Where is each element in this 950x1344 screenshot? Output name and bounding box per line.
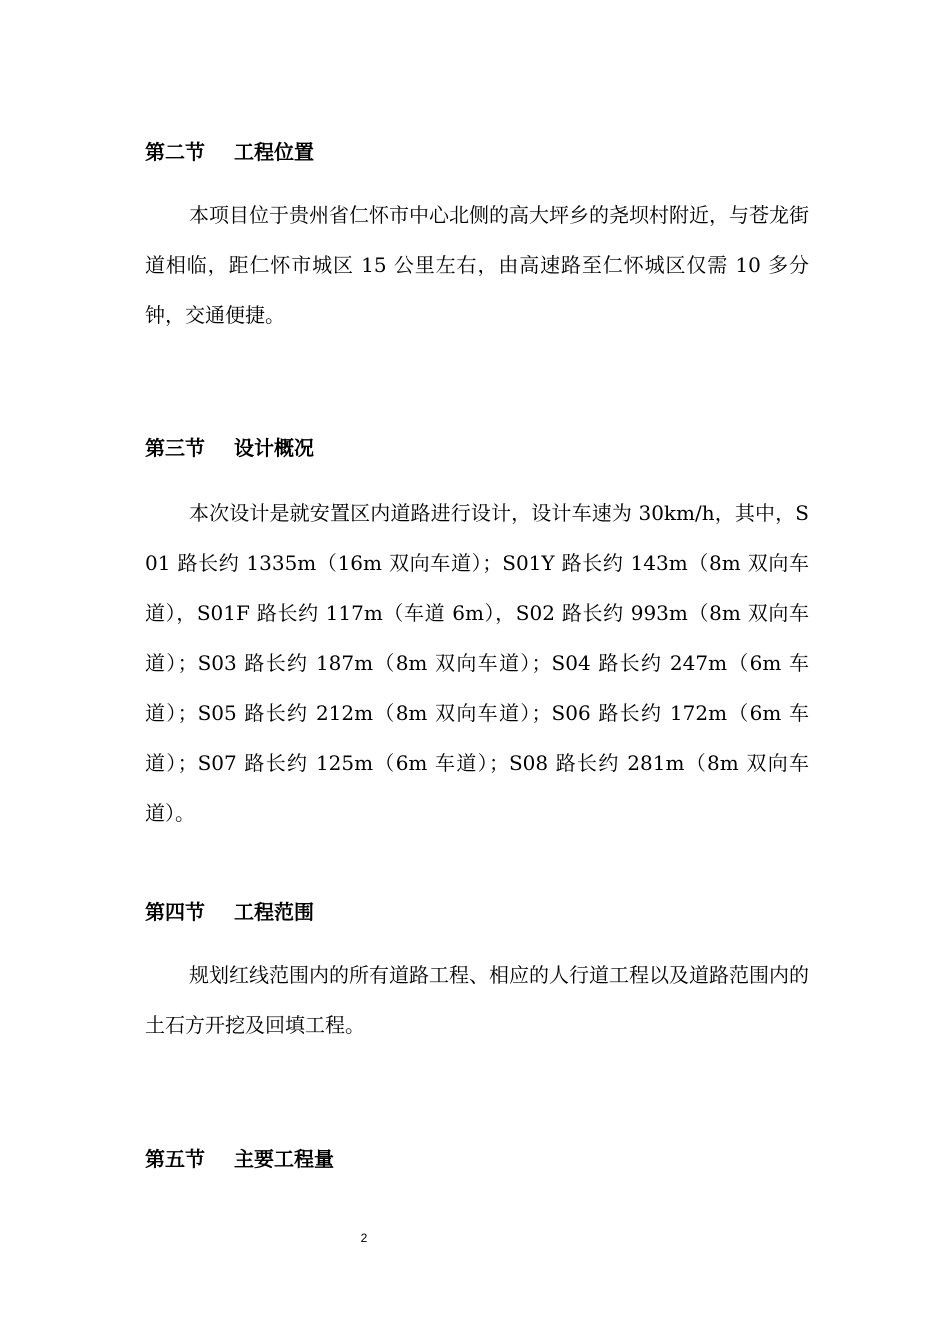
section-title: 工程位置 <box>234 140 314 164</box>
section-paragraph-design-overview: 本次设计是就安置区内道路进行设计，设计车速为 30km/h，其中，S01 路长约 1335m（16m 双向车道）；S01Y 路长约 143m（8m 双向车道），S01F 路长约 117m（车道 6m），S02 路长约 993m（8m 双向车道）；S03 路长约 187m（8m 双向车道）；S04 路长约 247m（6m 车道）；S05 路长约 212m（8m 双向车道）；S06 路长约 172m（6m 车道）；S07 路长约 125m（6m 车道）；S08 路长约 281m（8m 双向车道）。 <box>145 501 809 825</box>
section-paragraph-scope: 规划红线范围内的所有道路工程、相应的人行道工程以及道路范围内的土石方开挖及回填工程。 <box>145 963 809 1037</box>
section-paragraph-location: 本项目位于贵州省仁怀市中心北侧的高大坪乡的尧坝村附近，与苍龙街道相临，距仁怀市城区 15 公里左右，由高速路至仁怀城区仅需 10 多分钟，交通便捷。 <box>145 203 809 327</box>
section-number: 第三节 <box>145 436 205 460</box>
section-title: 主要工程量 <box>234 1147 334 1171</box>
section-title: 设计概况 <box>234 436 314 460</box>
section-number: 第五节 <box>145 1147 205 1171</box>
section-heading-location <box>145 138 314 166</box>
section-heading-scope <box>145 898 314 926</box>
section-heading-main-quantities <box>145 1145 334 1173</box>
section-title: 工程范围 <box>234 900 314 924</box>
section-heading-design-overview <box>145 434 314 462</box>
page-number: 2 <box>360 1231 368 1245</box>
section-number: 第二节 <box>145 140 205 164</box>
section-number: 第四节 <box>145 900 205 924</box>
